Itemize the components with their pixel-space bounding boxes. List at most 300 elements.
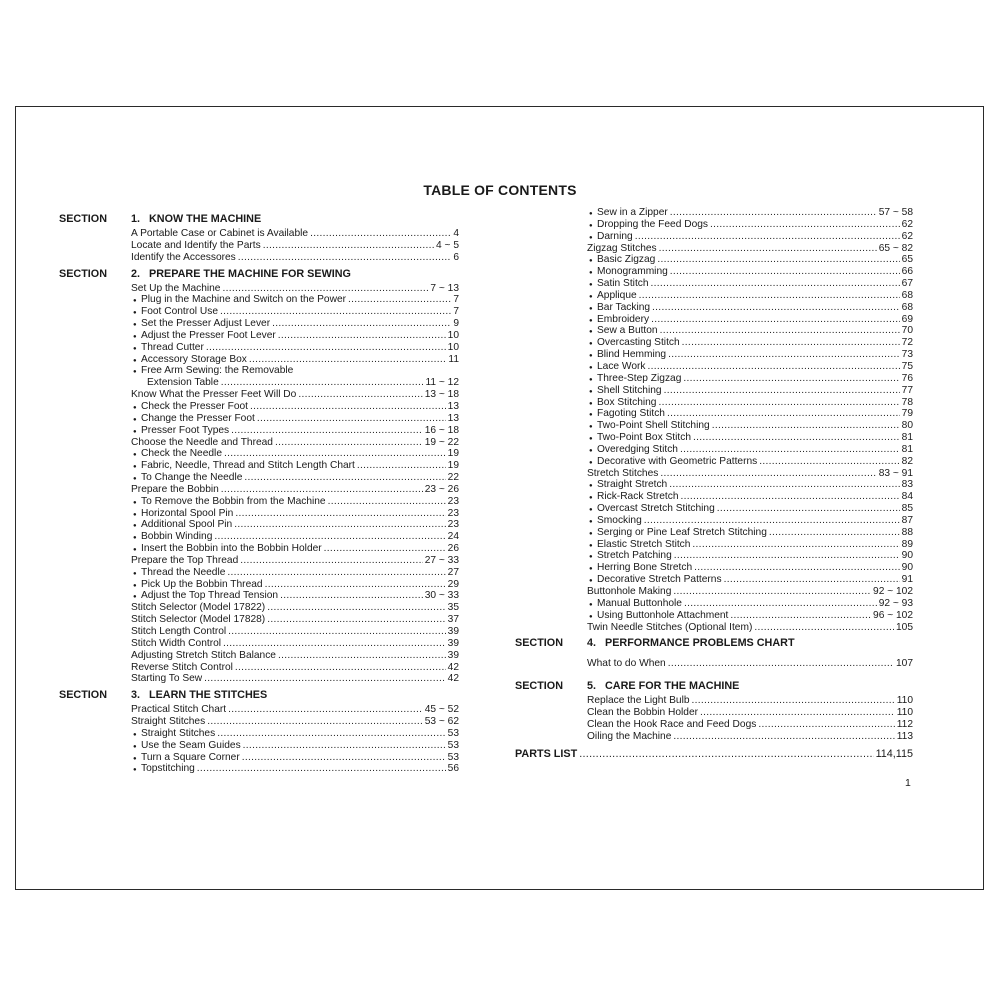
toc-entry[interactable] <box>515 695 913 707</box>
toc-subentry[interactable] <box>515 325 913 337</box>
entry-label: Know What the Presser Feet Will Do <box>131 389 297 401</box>
toc-entry[interactable] <box>515 468 913 480</box>
leader-dots <box>220 306 451 318</box>
entry-label: Lace Work <box>597 360 646 372</box>
page-ref: 24 <box>447 531 459 543</box>
page-ref: 75 <box>901 360 913 372</box>
entry-label: Straight Stitches <box>141 727 216 739</box>
page-ref: 53 <box>447 739 459 751</box>
page-ref: 16 ~ 18 <box>424 424 459 436</box>
bullet-icon: ● <box>589 483 593 490</box>
leader-dots <box>228 626 446 638</box>
page-ref: 4 ~ 5 <box>436 239 459 251</box>
leader-dots <box>348 294 451 306</box>
bullet-icon: ● <box>133 345 137 352</box>
toc-entry[interactable] <box>59 228 459 240</box>
page-ref: 19 ~ 22 <box>424 436 459 448</box>
toc-subentry[interactable] <box>59 448 459 460</box>
leader-dots <box>228 704 423 716</box>
toc-subentry[interactable] <box>515 550 913 562</box>
toc-subentry[interactable] <box>515 266 913 278</box>
toc-entry[interactable] <box>59 437 459 449</box>
toc-subentry[interactable] <box>59 413 459 425</box>
page-ref: 13 <box>447 412 459 424</box>
toc-entry[interactable] <box>59 626 459 638</box>
page-ref: 19 <box>447 460 459 472</box>
entry-label: Use the Seam Guides <box>141 739 241 751</box>
page-ref: 10 <box>447 329 459 341</box>
page-ref: 13 ~ 18 <box>424 389 459 401</box>
leader-dots <box>673 731 894 743</box>
entry-label: Straight Stretch <box>597 479 668 491</box>
toc-entry[interactable] <box>59 252 459 264</box>
section-title: PERFORMANCE PROBLEMS CHART <box>605 637 795 650</box>
bullet-icon: ● <box>133 594 137 601</box>
leader-dots <box>357 460 446 472</box>
entry-label: Decorative with Geometric Patterns <box>597 455 758 467</box>
toc-subentry[interactable] <box>515 302 913 314</box>
toc-subentry[interactable] <box>515 562 913 574</box>
entry-label: Locate and Identify the Parts <box>131 239 261 251</box>
page-ref: 35 <box>447 602 459 614</box>
leader-dots <box>280 590 423 602</box>
toc-subentry[interactable] <box>59 519 459 531</box>
leader-dots <box>227 567 445 579</box>
entry-label: Turn a Square Corner <box>141 751 240 763</box>
page-ref: 69 <box>901 313 913 325</box>
entry-label: Stitch Width Control <box>131 637 222 649</box>
toc-entry[interactable] <box>59 377 459 389</box>
entry-label: Additional Spool Pin <box>141 519 233 531</box>
entry-label: Set Up the Machine <box>131 282 221 294</box>
toc-subentry[interactable] <box>515 515 913 527</box>
bullet-icon: ● <box>589 542 593 549</box>
entry-label: Satin Stitch <box>597 278 649 290</box>
bullet-icon: ● <box>133 476 137 483</box>
leader-dots <box>278 650 446 662</box>
toc-subentry[interactable] <box>59 496 459 508</box>
leader-dots <box>298 389 422 401</box>
entry-label: Practical Stitch Chart <box>131 704 227 716</box>
page-ref: 110 <box>896 695 913 707</box>
toc-entry[interactable] <box>515 719 913 731</box>
leader-dots <box>660 325 900 337</box>
toc-entry[interactable] <box>59 662 459 674</box>
entry-label: Two-Point Shell Stitching <box>597 420 710 432</box>
section-title: PREPARE THE MACHINE FOR SEWING <box>149 267 351 280</box>
section-label: SECTION <box>59 689 107 702</box>
page-ref: 110 <box>896 707 913 719</box>
page-ref: 22 <box>447 472 459 484</box>
section-label: SECTION <box>515 680 563 693</box>
bullet-icon: ● <box>589 436 593 443</box>
toc-subentry[interactable] <box>59 728 459 740</box>
page-ref: 53 ~ 62 <box>424 716 459 728</box>
entry-label: Overcasting Stitch <box>597 337 680 349</box>
leader-dots <box>235 662 446 674</box>
entry-label: Dropping the Feed Dogs <box>597 218 708 230</box>
bullet-icon: ● <box>133 428 137 435</box>
bullet-icon: ● <box>589 507 593 514</box>
page-ref: 68 <box>901 301 913 313</box>
entry-label: Basic Zigzag <box>597 254 656 266</box>
page-ref: 19 <box>447 448 459 460</box>
toc-subentry[interactable] <box>515 385 913 397</box>
leader-dots <box>635 231 900 243</box>
page-ref: 66 <box>901 266 913 278</box>
page-ref: 90 <box>901 562 913 574</box>
toc-subentry[interactable] <box>515 574 913 586</box>
bullet-icon: ● <box>589 601 593 608</box>
toc-subentry[interactable] <box>59 294 459 306</box>
entry-label: Plug in the Machine and Switch on the Power <box>141 294 347 306</box>
page-number: 1 <box>905 777 911 789</box>
toc-subentry[interactable] <box>59 401 459 413</box>
toc-subentry[interactable] <box>515 456 913 468</box>
toc-subentry[interactable] <box>515 337 913 349</box>
bullet-icon: ● <box>133 464 137 471</box>
entry-label: Blind Hemming <box>597 349 667 361</box>
entry-label: Straight Stitches <box>131 716 206 728</box>
toc-subentry[interactable] <box>59 508 459 520</box>
page-ref: 87 <box>901 514 913 526</box>
bullet-icon: ● <box>589 222 593 229</box>
page-ref: 39 <box>447 637 459 649</box>
entry-label: Set the Presser Adjust Lever <box>141 318 271 330</box>
toc-entry[interactable] <box>59 283 459 295</box>
page-ref: 72 <box>901 337 913 349</box>
toc-entry[interactable] <box>515 658 913 670</box>
toc-subentry[interactable] <box>515 408 913 420</box>
entry-label: Sew in a Zipper <box>597 207 668 218</box>
section-number: 5. <box>587 680 597 693</box>
leader-dots <box>683 373 899 385</box>
bullet-icon: ● <box>589 495 593 502</box>
page-ref: 23 <box>447 507 459 519</box>
bullet-icon: ● <box>133 452 137 459</box>
toc-subentry[interactable] <box>515 254 913 266</box>
bullet-icon: ● <box>589 388 593 395</box>
page-ref: 65 <box>901 254 913 266</box>
bullet-icon: ● <box>589 459 593 466</box>
bullet-icon: ● <box>133 369 137 376</box>
entry-label: Stretch Patching <box>597 550 672 562</box>
entry-label: Free Arm Sewing: the Removable <box>141 365 294 377</box>
toc-subentry[interactable] <box>515 610 913 622</box>
bullet-icon: ● <box>133 523 137 530</box>
toc-subentry[interactable] <box>515 444 913 456</box>
leader-dots <box>265 579 446 591</box>
leader-dots <box>263 240 434 252</box>
entry-label: Adjust the Presser Foot Lever <box>141 329 276 341</box>
toc-subentry[interactable] <box>515 432 913 444</box>
entry-label: Twin Needle Stitches (Optional Item) <box>587 621 753 633</box>
page-ref: 78 <box>901 396 913 408</box>
entry-label: Darning <box>597 230 633 242</box>
toc-entry[interactable] <box>59 484 459 496</box>
toc-subentry[interactable] <box>59 579 459 591</box>
page-ref: 85 <box>901 503 913 515</box>
toc-subentry[interactable] <box>515 420 913 432</box>
leader-dots <box>669 479 899 491</box>
page-ref: 7 ~ 13 <box>430 282 459 294</box>
page-ref: 107 <box>896 658 913 670</box>
toc-subentry[interactable] <box>59 342 459 354</box>
page-ref: 80 <box>901 420 913 432</box>
bullet-icon: ● <box>589 613 593 620</box>
entry-label: Shell Stitching <box>597 384 662 396</box>
toc-entry[interactable] <box>59 240 459 252</box>
bullet-icon: ● <box>133 755 137 762</box>
leader-dots <box>664 385 900 397</box>
bullet-icon: ● <box>589 234 593 241</box>
toc-subentry[interactable] <box>515 598 913 610</box>
entry-label: Stitch Length Control <box>131 626 227 637</box>
leader-dots <box>758 719 894 731</box>
page-ref: 42 <box>447 673 459 685</box>
page-ref: 39 <box>447 626 459 637</box>
toc-subentry[interactable] <box>515 491 913 503</box>
toc-subentry[interactable] <box>515 397 913 409</box>
page-ref: 57 ~ 58 <box>878 207 913 218</box>
bullet-icon: ● <box>589 554 593 561</box>
bullet-icon: ● <box>589 293 593 300</box>
leader-dots <box>670 207 877 219</box>
entry-label: Two-Point Box Stitch <box>597 432 691 444</box>
bullet-icon: ● <box>589 353 593 360</box>
entry-label: Presser Foot Types <box>141 424 230 436</box>
entry-label: Check the Presser Foot <box>141 400 249 412</box>
toc-subentry[interactable] <box>515 231 913 243</box>
toc-subentry[interactable] <box>515 278 913 290</box>
entry-label: Topstitching <box>141 763 195 775</box>
leader-dots <box>694 562 900 574</box>
toc-entry[interactable] <box>59 555 459 567</box>
toc-subentry[interactable] <box>515 539 913 551</box>
bullet-icon: ● <box>133 357 137 364</box>
entry-label: Overcast Stretch Stitching <box>597 503 715 515</box>
toc-entry[interactable] <box>59 614 459 626</box>
entry-label: Overedging Stitch <box>597 443 678 455</box>
bullet-icon: ● <box>589 424 593 431</box>
toc-entry[interactable] <box>515 707 913 719</box>
entry-label: Stretch Stitches <box>587 467 659 479</box>
toc-entry[interactable] <box>515 622 913 634</box>
section-title: CARE FOR THE MACHINE <box>605 680 740 693</box>
page-ref: 42 <box>447 661 459 673</box>
toc-subentry[interactable] <box>515 349 913 361</box>
leader-dots <box>222 283 428 295</box>
page-ref: 82 <box>901 455 913 467</box>
toc-subentry[interactable] <box>515 207 913 219</box>
parts-list-title: PARTS LIST <box>515 747 578 760</box>
toc-entry[interactable] <box>59 673 459 685</box>
section-heading <box>515 636 913 651</box>
toc-entry[interactable] <box>59 389 459 401</box>
bullet-icon: ● <box>133 570 137 577</box>
bullet-icon: ● <box>589 518 593 525</box>
leader-dots <box>221 484 423 496</box>
page-ref: 68 <box>901 289 913 301</box>
page-ref: 9 <box>453 318 459 330</box>
leader-dots <box>658 397 899 409</box>
bullet-icon: ● <box>589 412 593 419</box>
entry-label: Herring Bone Stretch <box>597 562 693 574</box>
toc-subentry[interactable] <box>59 763 459 775</box>
leader-dots <box>217 728 445 740</box>
toc-subentry[interactable] <box>59 306 459 318</box>
entry-label: Prepare the Top Thread <box>131 554 239 566</box>
leader-dots <box>667 408 900 420</box>
page-ref: 67 <box>901 278 913 290</box>
leader-dots <box>670 266 900 278</box>
page-ref: 6 <box>453 251 459 263</box>
leader-dots <box>250 401 446 413</box>
page-ref: 56 <box>447 763 459 775</box>
toc-subentry[interactable] <box>59 531 459 543</box>
page-ref: 30 ~ 33 <box>424 590 459 602</box>
entry-label: What to do When <box>587 658 666 670</box>
toc-entry[interactable] <box>515 731 913 743</box>
toc-subentry[interactable] <box>515 479 913 491</box>
page-ref: 23 <box>447 519 459 531</box>
section-title: LEARN THE STITCHES <box>149 689 268 702</box>
toc-subentry[interactable] <box>59 330 459 342</box>
leader-dots <box>700 707 895 719</box>
page-ref: 96 ~ 102 <box>873 609 913 621</box>
entry-label: Embroidery <box>597 313 650 325</box>
spacer <box>515 670 913 676</box>
leader-dots <box>682 337 900 349</box>
leader-dots <box>328 496 446 508</box>
leader-dots <box>242 752 446 764</box>
leader-dots <box>668 658 894 670</box>
section-heading <box>59 688 459 703</box>
leader-dots <box>214 531 445 543</box>
bullet-icon: ● <box>133 582 137 589</box>
leader-dots <box>234 519 445 531</box>
bullet-icon: ● <box>133 743 137 750</box>
page-ref: 23 <box>447 495 459 507</box>
toc-subentry[interactable] <box>59 543 459 555</box>
toc-subentry[interactable] <box>515 290 913 302</box>
toc-subentry[interactable] <box>59 567 459 579</box>
toc-subentry[interactable] <box>59 425 459 437</box>
toc-subentry[interactable] <box>59 354 459 366</box>
toc-entry[interactable] <box>59 650 459 662</box>
toc-subentry[interactable] <box>515 527 913 539</box>
leader-dots <box>224 448 446 460</box>
toc-subentry[interactable] <box>515 314 913 326</box>
page-ref: 92 ~ 93 <box>878 597 913 609</box>
toc-subentry[interactable] <box>515 503 913 515</box>
toc-subentry[interactable] <box>59 752 459 764</box>
bullet-icon: ● <box>589 530 593 537</box>
toc-entry[interactable] <box>515 586 913 598</box>
toc-subentry[interactable] <box>59 590 459 602</box>
page-ref: 45 ~ 52 <box>424 704 459 716</box>
section-number: 3. <box>131 689 141 702</box>
leader-dots <box>684 598 877 610</box>
leader-dots <box>657 254 899 266</box>
page-ref: 83 ~ 91 <box>878 467 913 479</box>
toc-entry[interactable] <box>59 704 459 716</box>
entry-label: Extension Table <box>147 377 219 389</box>
bullet-icon: ● <box>133 499 137 506</box>
entry-label: Smocking <box>597 514 642 526</box>
page-ref: 81 <box>901 443 913 455</box>
entry-label: Three-Step Zigzag <box>597 372 682 384</box>
toc-subentry[interactable] <box>59 365 459 377</box>
page-ref: 53 <box>447 727 459 739</box>
leader-dots <box>651 314 900 326</box>
toc-subentry[interactable] <box>515 219 913 231</box>
bullet-icon: ● <box>589 566 593 573</box>
entry-label: Starting To Sew <box>131 673 203 685</box>
page-ref: 27 ~ 33 <box>424 554 459 566</box>
leader-dots <box>639 290 900 302</box>
section-heading <box>59 267 459 282</box>
toc-entry[interactable] <box>59 716 459 728</box>
entry-label: Fagoting Stitch <box>597 408 665 420</box>
section-title: KNOW THE MACHINE <box>149 213 262 225</box>
page-ref: 70 <box>901 325 913 337</box>
toc-entry[interactable] <box>59 602 459 614</box>
page-ref: 65 ~ 82 <box>878 242 913 254</box>
leader-dots <box>240 555 422 567</box>
toc-subentry[interactable] <box>59 472 459 484</box>
leader-dots <box>652 302 900 314</box>
section-heading <box>515 679 913 694</box>
page-ref: 62 <box>901 230 913 242</box>
toc-subentry[interactable] <box>59 740 459 752</box>
entry-label: Using Buttonhole Attachment <box>597 609 729 621</box>
page-ref: 113 <box>896 730 913 742</box>
toc-subentry[interactable] <box>59 318 459 330</box>
entry-label: Thread the Needle <box>141 566 226 578</box>
entry-label: Foot Control Use <box>141 306 219 318</box>
leader-dots <box>272 318 451 330</box>
leader-dots <box>275 437 423 449</box>
leader-dots <box>754 622 894 634</box>
entry-label: Replace the Light Bulb <box>587 695 690 707</box>
leader-dots <box>651 278 900 290</box>
toc-subentry[interactable] <box>515 373 913 385</box>
page-ref: 4 <box>453 228 459 239</box>
toc-subentry[interactable] <box>515 361 913 373</box>
toc-subentry[interactable] <box>59 460 459 472</box>
page-ref: 77 <box>901 384 913 396</box>
toc-entry[interactable] <box>59 638 459 650</box>
toc-entry[interactable] <box>515 243 913 255</box>
bullet-icon: ● <box>133 333 137 340</box>
page-ref: 105 <box>896 621 913 633</box>
bullet-icon: ● <box>589 578 593 585</box>
page-ref: 89 <box>901 538 913 550</box>
leader-dots <box>267 614 445 626</box>
parts-list-entry[interactable] <box>515 749 913 761</box>
leader-dots <box>668 349 900 361</box>
entry-label: Applique <box>597 289 637 301</box>
bullet-icon: ● <box>589 400 593 407</box>
section-label: SECTION <box>59 267 107 280</box>
bullet-icon: ● <box>589 270 593 277</box>
entry-label: Zigzag Stitches <box>587 242 657 254</box>
bullet-icon: ● <box>133 767 137 774</box>
leader-dots <box>207 716 423 728</box>
bullet-icon: ● <box>133 731 137 738</box>
bullet-icon: ● <box>589 447 593 454</box>
